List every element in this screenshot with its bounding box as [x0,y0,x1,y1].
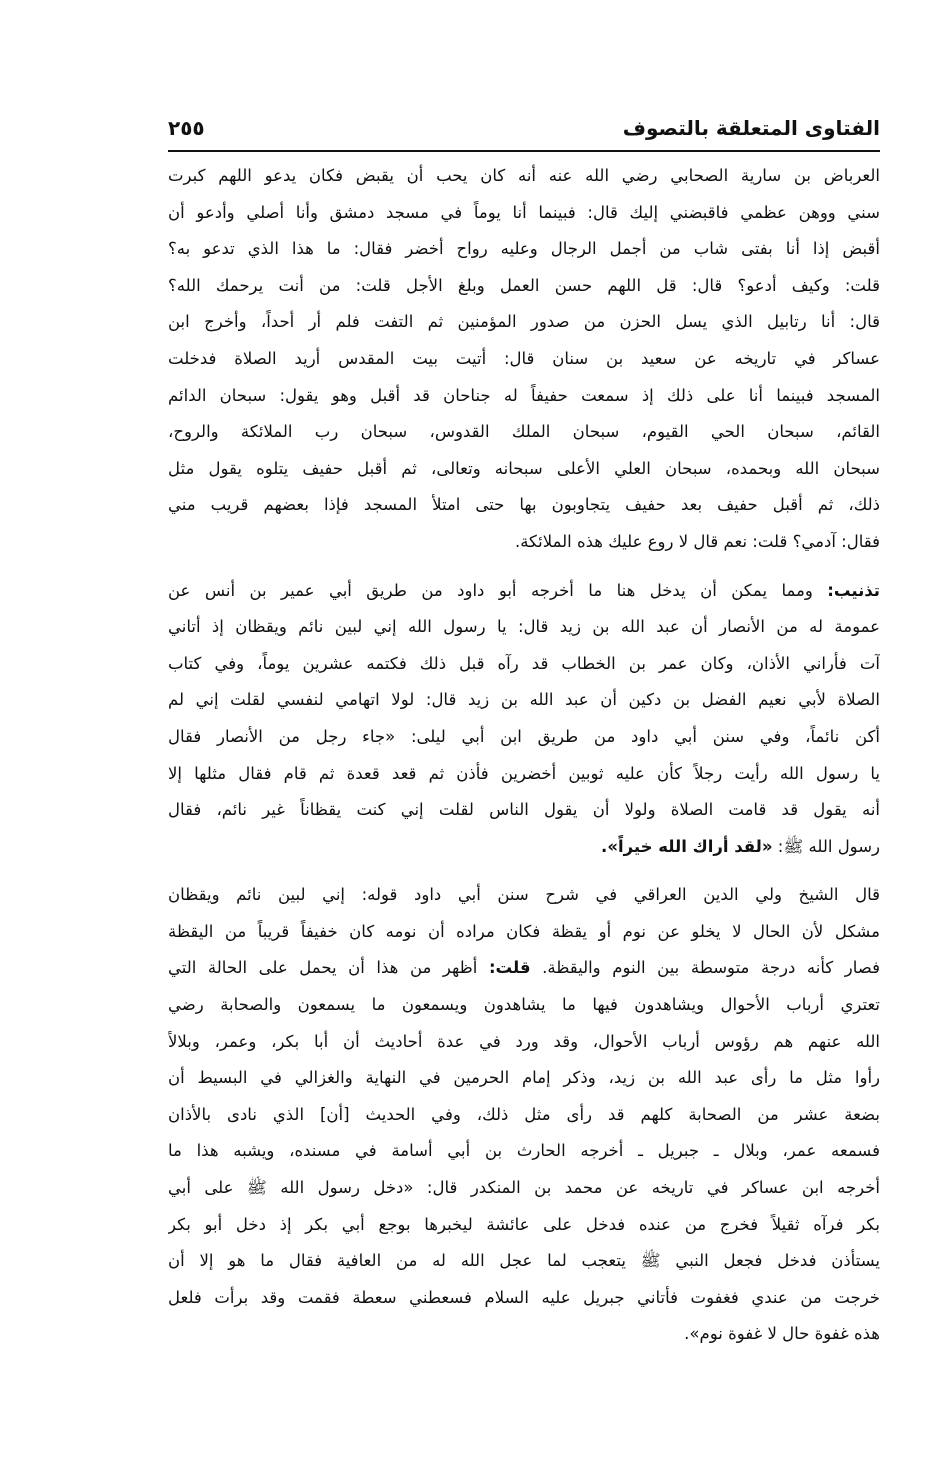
text-line: بكر فرآه ثقيلاً فخرج من عنده فدخل على عائشة ليخبرها بوجع أبي بكر إذ دخل أبو بكر [168,1214,880,1234]
text-line: سني ووهن عظمي فاقبضني إليك قال: فبينما أنا يوماً في مسجد دمشق وأنا أصلي وأدعو أن [168,202,880,222]
text-line: فقال: آدمي؟ قلت: نعم قال لا روع عليك هذه الملائكة. [514,531,880,551]
text-line: القائم، سبحان الحي القيوم، سبحان الملك القدوس، سبحان رب الملائكة والروح، [168,422,880,442]
text-line: تعتري أرباب الأحوال ويشاهدون فيها ما يشاهدون ويسمعون ما يسمعون والصحابة رضي [168,995,880,1015]
bold-quote: «لقد أراك الله خيراً». [601,836,773,856]
text-line: مشكل لأن الحال لا يخلو عن نوم أو يقظة فكان مراده أن نومه كان خفيفاً قريباً من اليقظة [168,921,880,941]
text-line: أنه يقول قد قامت الصلاة ولولا أن يقول الناس لقلت إني كنت يقظاناً غير نائم، فقال [168,800,880,820]
body-text [168,158,880,1353]
text-line: رأوا مثل ما رأى عبد الله بن زيد، وذكر إمام الحرمين في النهاية والغزالي في البسيط أن [168,1068,880,1088]
header-rule [168,150,880,152]
text-line: قال الشيخ ولي الدين العراقي في شرح سنن أبي داود قوله: إني لبين نائم ويقظان [168,885,880,905]
text-line: الصلاة لأبي نعيم الفضل بن دكين أن عبد الله بن زيد قال: لولا اتهامي لنفسي لقلت إني لم [168,690,880,710]
paragraph [168,573,880,866]
text-line: العرباض بن سارية الصحابي رضي الله عنه أنه كان يحب أن يقبض فكان يدعو اللهم كبرت [168,166,880,185]
bold-term: تذنيب: [827,580,880,600]
paragraph [168,158,880,561]
text-line: قلت: وكيف أدعو؟ قال: قل اللهم حسن العمل وبلغ الأجل قلت: من أنت يرحمك الله؟ [168,275,880,295]
text-line: خرجت من عندي فغفوت فأتاني جبريل عليه السلام فسعطني سعطة فقمت وقد برأت فلعل [168,1287,880,1307]
text-line: عمومة له من الأنصار أن عبد الله بن زيد قال: يا رسول الله إني لبين نائم ويقظان إذ أتاني [168,617,880,637]
bold-term: قلت: [488,958,531,978]
text-line: أخرجه ابن عساكر في تاريخه عن محمد بن المنكدر قال: «دخل رسول الله ﷺ على أبي [168,1178,880,1198]
text-line: عساكر في تاريخه عن سعيد بن سنان قال: أتيت بيت المقدس أريد الصلاة فدخلت [168,348,880,368]
text-line: سبحان الله وبحمده، سبحان العلي الأعلى سبحانه وتعالى، ثم أقبل حفيف يتلوه يقول مثل [168,458,880,478]
text-line: أكن نائماً، وفي سنن أبي داود من طريق ابن أبي ليلى: «جاء رجل من الأنصار فقال [168,726,880,746]
text-line: يا رسول الله رأيت رجلاً كأن عليه ثوبين أخضرين فأذن ثم قعد قعدة ثم قام فقال مثلها إلا [168,763,880,783]
text-line: الله عنهم هم رؤوس أرباب الأحوال، وقد ورد في عدة أحاديث أن أبا بكر، وعمر، وبلالاً [168,1031,880,1051]
text-line: آت فأراني الأذان، وكان عمر بن الخطاب قد رآه قبل ذلك فكتمه عشرين يوماً، وفي كتاب [168,653,880,673]
paragraph [168,877,880,1353]
running-header [168,112,880,152]
text-line: ذلك، ثم أقبل حفيف بعد حفيف يتجاوبون بها حتى امتلأ المسجد فإذا بعضهم قريب مني [168,495,880,515]
text-line: فصار كأنه درجة متوسطة بين النوم واليقظة. قلت: أظهر من هذا أن يحمل على الحالة التي [168,958,880,978]
text-line: يستأذن فدخل فجعل النبي ﷺ يتعجب لما عجل الله له من العافية فقال ما هو إلا أن [168,1251,880,1271]
text-line: قال: أنا رتابيل الذي يسل الحزن من صدور المؤمنين ثم التفت فلم أر أحداً، وأخرج ابن [168,312,880,332]
page-number: ٢٥٥ [168,116,205,140]
text-line: بضعة عشر من الصحابة كلهم قد رأى مثل ذلك، وفي الحديث [أن] الذي نادى بالأذان [168,1104,880,1124]
text-line: رسول الله ﷺ: «لقد أراك الله خيراً». [601,836,880,856]
text-line: أقبض إذا أنا بفتى شاب من أجمل الرجال وعليه رواح أخضر فقال: ما هذا الذي تدعو به؟ [168,239,880,259]
running-title: الفتاوى المتعلقة بالتصوف [622,116,880,140]
text-line: المسجد فبينما أنا على ذلك إذ سمعت حفيفاً له جناحان قد أقبل وهو يقول: سبحان الدائم [168,385,880,405]
text-line: هذه غفوة حال لا غفوة نوم». [684,1324,880,1344]
text-line: تذنيب: ومما يمكن أن يدخل هنا ما أخرجه أبو داود من طريق أبي عمير بن أنس عن [168,580,880,600]
text-line: فسمعه عمر، وبلال ـ جبريل ـ أخرجه الحارث بن أبي أسامة في مسنده، ويشبه هذا ما [168,1141,880,1161]
